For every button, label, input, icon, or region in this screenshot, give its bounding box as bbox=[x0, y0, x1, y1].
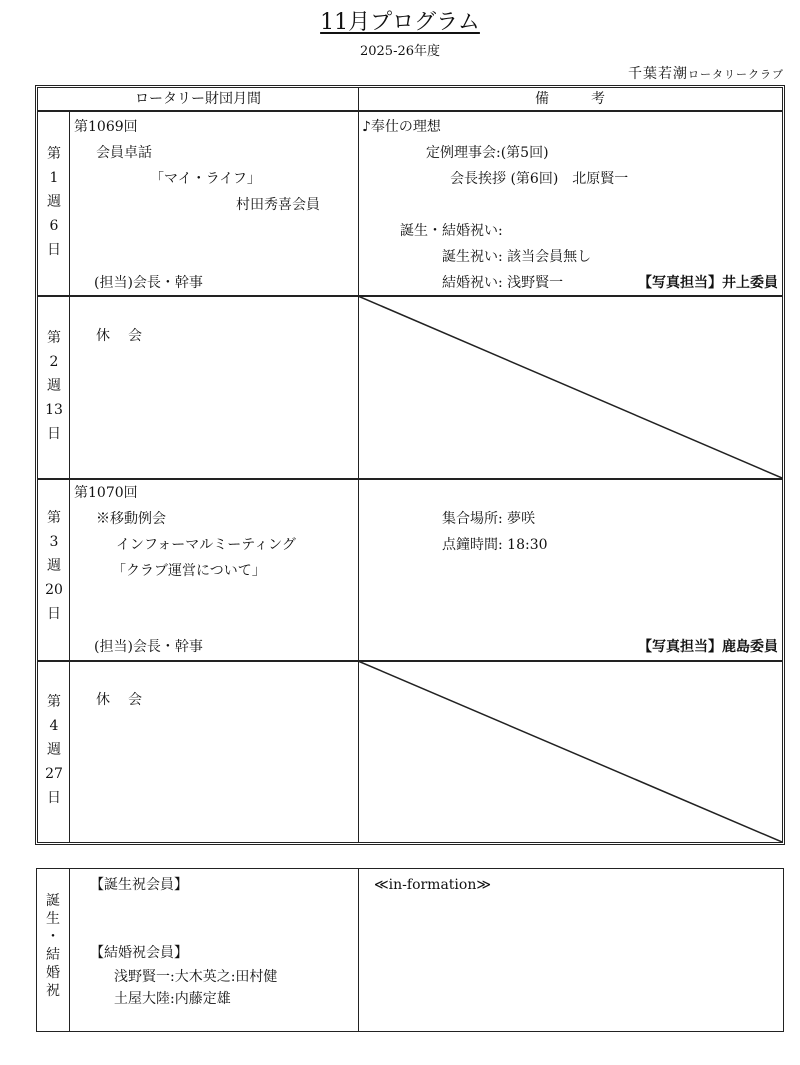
week-label-3: 第 3 週 20 日 bbox=[45, 510, 63, 622]
program-title: 会員卓話 bbox=[96, 145, 152, 161]
header-theme-month: ロータリー財団月間 bbox=[135, 91, 261, 107]
header-remarks: 備 考 bbox=[535, 91, 605, 107]
week-label-2: 第 2 週 13 日 bbox=[45, 330, 63, 442]
in-charge: (担当)会長・幹事 bbox=[94, 275, 203, 291]
remark-celebrations: 誕生・結婚祝い: bbox=[400, 223, 503, 239]
remark-song: ♪奉仕の理想 bbox=[362, 119, 441, 135]
wedding-members-1: 浅野賢一:大木英之:田村健 bbox=[114, 969, 278, 985]
program-topic: 「クラブ運営について」 bbox=[112, 563, 266, 579]
remark-birthday: 誕生祝い: 該当会員無し bbox=[442, 249, 592, 265]
meeting-number: 第1070回 bbox=[74, 485, 138, 501]
remark-president-greeting: 会長挨拶 (第6回) 北原賢一 bbox=[450, 171, 629, 187]
remark-wedding: 結婚祝い: 浅野賢一 bbox=[442, 275, 564, 291]
recess: 休 会 bbox=[96, 328, 144, 344]
remark-bell-time: 点鐘時間: 18:30 bbox=[442, 537, 548, 553]
remark-board-meeting: 定例理事会:(第5回) bbox=[426, 145, 549, 161]
week-label-4: 第 4 週 27 日 bbox=[45, 694, 63, 806]
recess: 休 会 bbox=[96, 692, 144, 708]
fiscal-year: 2025-26年度 bbox=[359, 44, 441, 59]
photo-duty: 【写真担当】鹿島委員 bbox=[638, 639, 778, 655]
club-name: 千葉若潮ロータリークラブ bbox=[628, 66, 784, 82]
meeting-number: 第1069回 bbox=[74, 119, 138, 135]
remark-meeting-place: 集合場所: 夢咲 bbox=[442, 511, 536, 527]
program-subtitle: 「マイ・ライフ」 bbox=[150, 171, 261, 187]
celebration-side-label: 誕 生 ・ 結 婚 祝 bbox=[46, 893, 60, 999]
program-title: ※移動例会 bbox=[96, 511, 166, 527]
empty-cell-diagonal bbox=[358, 296, 782, 478]
empty-cell-diagonal bbox=[358, 661, 782, 842]
in-charge: (担当)会長・幹事 bbox=[94, 639, 203, 655]
information-heading: ≪in-formation≫ bbox=[374, 877, 492, 893]
week-label-1: 第 1 週 6 日 bbox=[47, 146, 61, 258]
wedding-members-2: 土屋大陸:内藤定雄 bbox=[114, 991, 231, 1007]
birthday-heading: 【誕生祝会員】 bbox=[90, 877, 188, 893]
page-title: 11月プログラム bbox=[320, 10, 480, 35]
photo-duty: 【写真担当】井上委員 bbox=[638, 275, 778, 291]
speaker: 村田秀喜会員 bbox=[236, 197, 320, 213]
program-subtitle: インフォーマルミーティング bbox=[116, 537, 296, 553]
wedding-heading: 【結婚祝会員】 bbox=[90, 945, 188, 961]
